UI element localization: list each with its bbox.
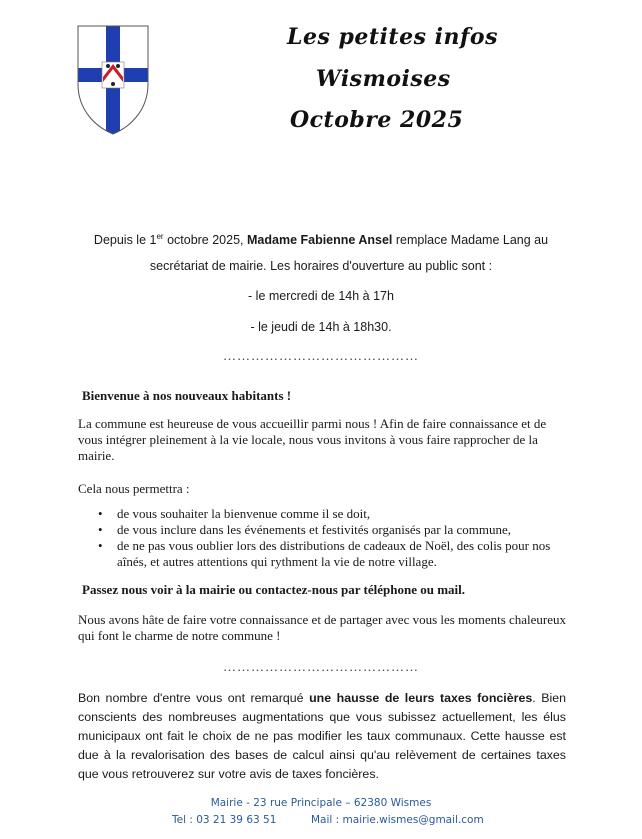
- taxes-text: Bon nombre d'entre vous ont remarqué: [78, 691, 310, 705]
- benefits-list: [98, 506, 568, 570]
- title-line-2: Wismoises: [316, 66, 451, 92]
- footer-mail: Mail : mairie.wismes@gmail.com: [311, 814, 484, 826]
- intro-line-1: [60, 232, 582, 247]
- hours-thursday: - le jeudi de 14h à 18h30.: [250, 320, 392, 334]
- intro-text: Depuis le 1: [93, 233, 157, 248]
- footer-tel: Tel : 03 21 39 63 51: [172, 814, 277, 826]
- hours-wednesday: - le mercredi de 14h à 17h: [248, 289, 394, 303]
- welcome-paragraph: La commune est heureuse de vous accueillir parmi nous ! Afin de faire connaissance et de vous intégrer pleinement à la vie locale, nous vous invitons à vous faire rapprocher de la mairie.: [78, 416, 547, 463]
- intro-sup: er: [156, 232, 164, 241]
- intro-name: Madame Fabienne Ansel: [247, 233, 393, 248]
- taxes-bold: une hausse de leurs taxes foncières: [309, 691, 533, 705]
- separator: ……………………………………: [223, 659, 419, 674]
- intro-text: remplace Madame Lang au: [392, 233, 549, 248]
- allows-text: Cela nous permettra :: [78, 481, 190, 496]
- footer-address: Mairie - 23 rue Principale – 62380 Wismes: [210, 797, 432, 809]
- coat-of-arms-icon: [76, 24, 150, 136]
- visit-heading: Passez nous voir à la mairie ou contactez-nous par téléphone ou mail.: [82, 582, 466, 597]
- intro-line-2: secrétariat de mairie. Les horaires d'ouverture au public sont :: [149, 259, 493, 273]
- intro-text: octobre 2025,: [163, 233, 247, 248]
- taxes-paragraph: [78, 689, 566, 784]
- separator: ……………………………………: [223, 348, 419, 363]
- list-item: • de vous inclure dans les événements et festivités organisés par la commune,: [98, 522, 568, 538]
- closing-paragraph: Nous avons hâte de faire votre connaissance et de partager avec vous les moments chaleureux qui font le charme de notre commune !: [78, 612, 567, 643]
- taxes-text: . Bien conscients des nombreuses augmentations que vous subissez actuellement, les élus municipaux ont fait le choix de ne pas modifier les taux communaux. Cette hausse est due à la revalorisation des bases de calcul ainsi qu'au relèvement de certaines taxes que vous retrouverez sur votre avis de taxes foncières.: [78, 691, 567, 781]
- list-item: • de vous souhaiter la bienvenue comme il se doit,: [98, 506, 568, 522]
- welcome-heading: Bienvenue à nos nouveaux habitants !: [82, 388, 292, 403]
- list-item: • de ne pas vous oublier lors des distributions de cadeaux de Noël, des colis pour nos aînés, et autres attentions qui rythment la vie de notre village.: [98, 538, 568, 570]
- title-line-1: Les petites infos: [287, 24, 498, 50]
- title-line-3: Octobre 2025: [290, 107, 464, 133]
